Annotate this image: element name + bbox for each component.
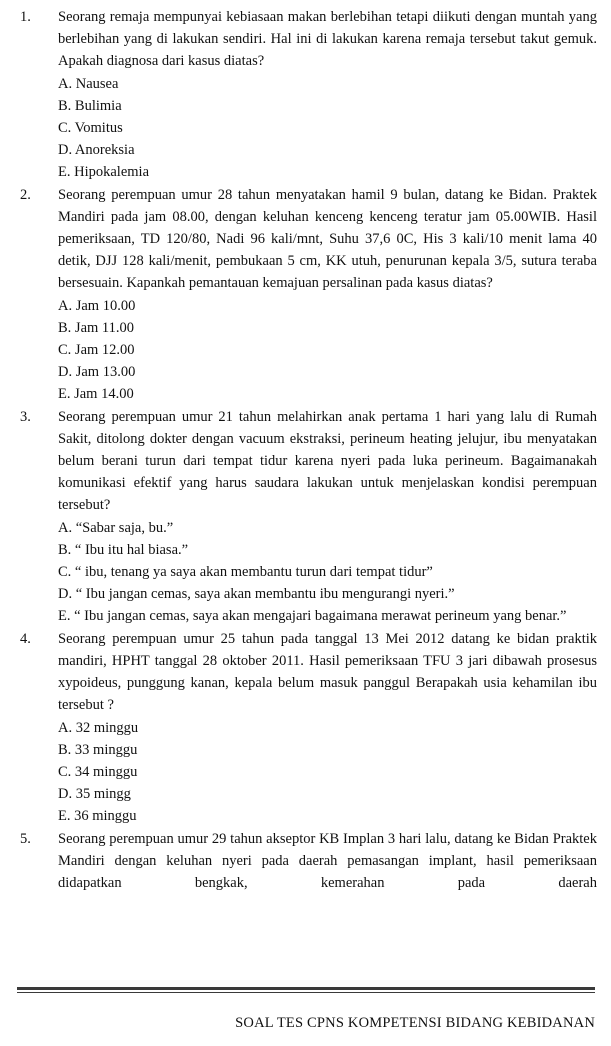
question-number: 5. [20, 830, 31, 847]
question-1 [0, 6, 611, 184]
option-c: C. 34 minggu [58, 763, 138, 780]
document-page [0, 6, 611, 894]
question-4 [0, 628, 611, 828]
option-a: A. Jam 10.00 [58, 297, 136, 314]
option-c: C. Jam 12.00 [58, 342, 135, 359]
question-number: 1. [20, 9, 31, 25]
option-d: D. Jam 13.00 [58, 364, 136, 381]
question-text: Seorang perempuan umur 29 tahun akseptor KB Implan 3 hari lalu, datang ke Bidan Praktek Mandiri dengan keluhan nyeri pada daerah pemasangan implant, hasil pemeriksaan didapatkan bengkak, kemerahan pada daerah [58, 830, 597, 891]
option-a: A. “Sabar saja, bu.” [58, 519, 174, 536]
question-3 [0, 406, 611, 628]
question-2 [0, 184, 611, 406]
question-number: 3. [20, 408, 31, 425]
option-b: B. 33 minggu [58, 741, 138, 758]
question-text: Seorang perempuan umur 21 tahun melahirkan anak pertama 1 hari yang lalu di Rumah Sakit, ditolong dokter dengan vacuum ekstraksi, perineum heating jelujur, ibu menyatakan belum berani turun dari tempat tidur karena nyeri pada luka perineum. Bagaimanakah komunikasi efektif yang harus saudara lakukan untuk menjelaskan kondisi perempuan tersebut? [58, 408, 597, 514]
option-e: E. Hipokalemia [58, 164, 150, 181]
option-a: A. Nausea [58, 75, 119, 92]
option-d: D. 35 mingg [58, 786, 131, 803]
option-b: B. “ Ibu itu hal biasa.” [58, 541, 189, 558]
question-number: 4. [20, 630, 31, 647]
option-a: A. 32 minggu [58, 719, 139, 736]
answer-options [58, 517, 597, 628]
question-5 [0, 828, 611, 895]
option-c: C. Vomitus [58, 120, 123, 137]
footer-divider-thin [17, 992, 595, 993]
option-e: E. 36 minggu [58, 808, 137, 825]
footer-title: SOAL TES CPNS KOMPETENSI BIDANG KEBIDANAN [235, 1015, 595, 1031]
question-text: Seorang perempuan umur 25 tahun pada tanggal 13 Mei 2012 datang ke bidan praktik mandiri, HPHT tanggal 28 oktober 2011. Hasil pemeriksaan TFU 3 jari dibawah prosesus xypoideus, punggung kanan, kepala belum masuk panggul Berapakah usia kehamilan ibu tersebut ? [58, 630, 597, 714]
answer-options [58, 295, 597, 406]
option-e: E. Jam 14.00 [58, 386, 134, 403]
option-c: C. “ ibu, tenang ya saya akan membantu turun dari tempat tidur” [58, 564, 433, 581]
option-b: B. Jam 11.00 [58, 319, 134, 336]
option-e: E. “ Ibu jangan cemas, saya akan mengajari bagaimana merawat perineum yang benar.” [58, 608, 567, 625]
answer-options [58, 717, 597, 828]
question-text: Seorang remaja mempunyai kebiasaan makan berlebihan tetapi diikuti dengan muntah yang berlebihan yang di lakukan sendiri. Hal ini di lakukan karena remaja tersebut takut gemuk. Apakah diagnosa dari kasus diatas? [58, 9, 597, 70]
option-d: D. Anoreksia [58, 142, 135, 159]
footer-divider [17, 987, 595, 990]
option-d: D. “ Ibu jangan cemas, saya akan membantu ibu mengurangi nyeri.” [58, 586, 455, 603]
option-b: B. Bulimia [58, 97, 122, 114]
question-text: Seorang perempuan umur 28 tahun menyatakan hamil 9 bulan, datang ke Bidan. Praktek Mandiri pada jam 08.00, dengan keluhan kenceng kenceng teratur jam 05.00WIB. Hasil pemeriksaan, TD 120/80, Nadi 96 kali/mnt, Suhu 37,6 0C, His 3 kali/10 menit lama 40 detik, DJJ 128 kali/menit, pembukaan 5 cm, KK utuh, penurunan kepala 3/5, sutura teraba bersesuain. Kapankah pemantauan kemajuan persalinan pada kasus diatas? [58, 186, 597, 292]
answer-options [58, 73, 597, 184]
question-number: 2. [20, 186, 31, 203]
